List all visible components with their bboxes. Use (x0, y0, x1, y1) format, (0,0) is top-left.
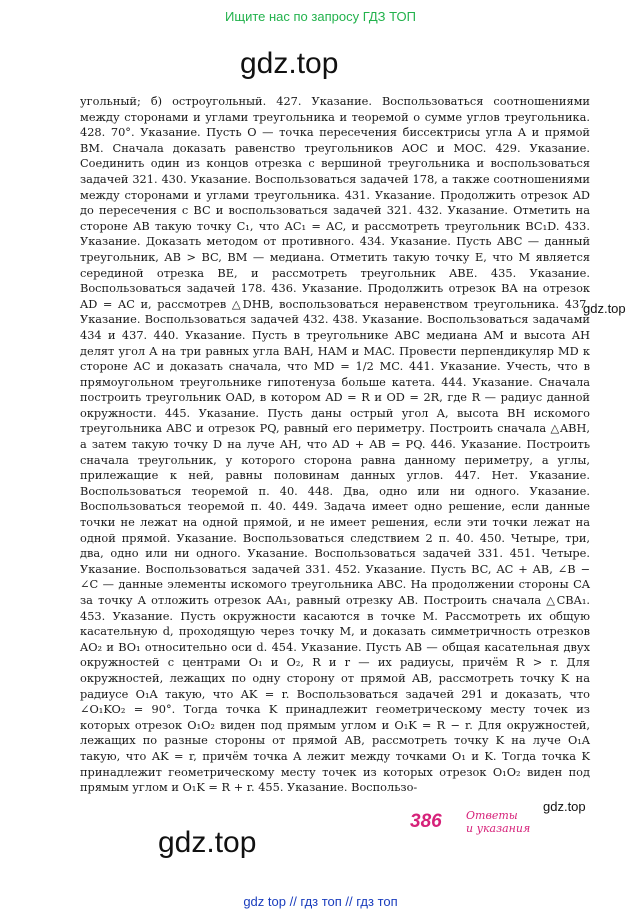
bottom-links[interactable]: gdz top // гдз топ // гдз топ (243, 894, 398, 909)
gdz-top-logo-bottom: gdz.top (158, 826, 257, 859)
page-number: 386 (410, 811, 442, 832)
section-title (466, 809, 530, 835)
section-title-line2: и указания (466, 822, 531, 835)
section-title-line1: Ответы (466, 809, 518, 822)
search-banner-link[interactable]: Ищите нас по запросу ГДЗ ТОП (225, 9, 416, 24)
answers-text-block (80, 94, 590, 796)
answers-paragraph: угольный; б) остроугольный. 427. Указание. Воспользоваться соотношениями между сторонами и углами треугольника и теоремой о сумме углов треугольника. 428. 70°. Указание. Пусть O — точка пересечения биссектрисы угла A и прямой BM. Сначала доказать равенство треугольников AOC и MOC. 429. Указание. Соединить один из концов отрезка с вершиной треугольника и воспользоваться задачей 321. 430. Указание. Воспользоваться задачей 178, а также соотношениями между сторонами и углами треугольника. 431. Указание. Продолжить отрезок AD до пересечения с BC и воспользоваться задачей 321. 432. Указание. Отметить на стороне AB такую точку C₁, что AC₁ = AC, и рассмотреть треугольник BC₁D. 433. Указание. Доказать методом от противного. 434. Указание. Пусть ABC — данный треугольник, AB > BC, BM — медиана. Отметить такую точку E, что M является серединой отрезка BE, и рассмотреть треугольник ABE. 435. Указание. Воспользоваться задачей 178. 436. Указание. Продолжить отрезок BA на отрезок AD = AC и, рассмотрев △DHB, воспользоваться неравенством треугольника. 437. Указание. Воспользоваться задачей 432. 438. Указание. Воспользоваться задачами 434 и 437. 440. Указание. Пусть в треугольнике ABC медиана AM и высота AH делят угол A на три равных угла BAH, HAM и MAC. Провести перпендикуляр MD к стороне AC и доказать сначала, что MD = 1/2 MC. 441. Указание. Учесть, что в прямоугольном треугольнике гипотенуза больше катета. 444. Указание. Сначала построить треугольник OAD, в котором AD = R и OD = 2R, где R — радиус данной окружности. 445. Указание. Пусть даны острый угол A, высота BH искомого треугольника ABC и отрезок PQ, равный его периметру. Построить сначала △ABH, а затем такую точку D на луче AH, что AD + AB = PQ. 446. Указание. Построить сначала треугольник, у которого сторона равна данному периметру, а углы, прилежащие к ней, равны половинам данных углов. 447. Нет. Указание. Воспользоваться теоремой п. 40. 448. Два, одно или ни одного. Указание. Воспользоваться теоремой п. 40. 449. Задача имеет одно решение, если данные точки не лежат на одной прямой, и не имеет решения, если эти точки лежат на одной прямой. Указание. Воспользоваться следствием 2 п. 40. 450. Четыре, три, два, одно или ни одного. Указание. Воспользоваться задачей 331. 451. Четыре. Указание. Воспользоваться задачей 331. 452. Указание. Пусть BC, AC + AB, ∠B − ∠C — данные элементы искомого треугольника ABC. На продолжении стороны CA за точку A отложить отрезок AA₁, равный отрезку AB. Построить сначала △CBA₁. 453. Указание. Пусть окружности касаются в точке M. Рассмотреть их общую касательную d, проходящую через точку M, и доказать симметричность отрезков AO₂ и BO₁ относительно оси d. 454. Указание. Пусть AB — общая касательная двух окружностей с центрами O₁ и O₂, R и r — их радиусы, причём R > r. Для окружностей, лежащих по одну сторону от прямой AB, рассмотреть точку K на радиусе O₁A такую, что AK = r. Воспользоваться задачей 291 и доказать, что ∠O₁KO₂ = 90°. Тогда точка K принадлежит геометрическому месту точек из которых отрезок O₁O₂ виден под прямым углом и O₁K = R − r. Для окружностей, лежащих по разные стороны от прямой AB, рассмотреть точку K на луче O₁A такую, что AK = r, причём точка A лежит между точками O₁ и K. Тогда точка K принадлежит геометрическому месту точек из которых отрезок O₁O₂ виден под прямым углом и O₁K = R + r. 455. Указание. Воспользо- (80, 94, 590, 795)
gdz-top-watermark-side: gdz.top (583, 301, 626, 316)
gdz-top-watermark-footer: gdz.top (543, 799, 586, 814)
gdz-top-logo-top: gdz.top (240, 47, 339, 80)
